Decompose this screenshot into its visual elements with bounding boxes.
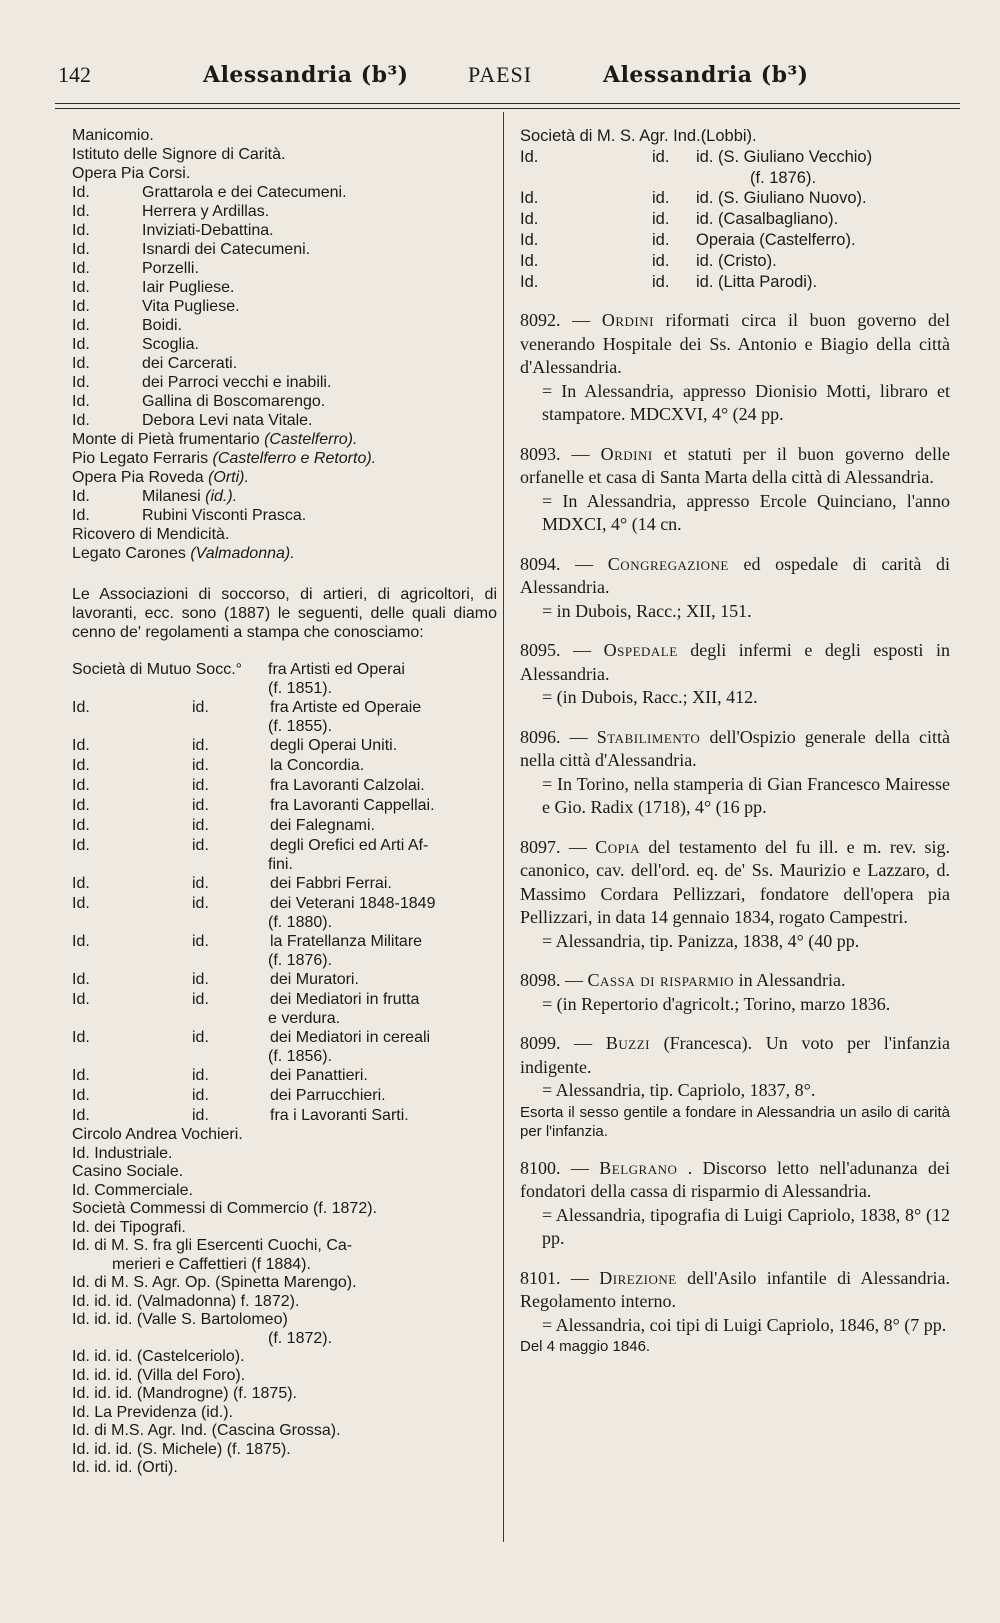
entry-imprint: = in Dubois, Racc.; XII, 151. bbox=[542, 600, 752, 621]
list-item: (f. 1872). bbox=[268, 1329, 333, 1347]
row-text: degli Operai Uniti. bbox=[270, 737, 398, 754]
table-row bbox=[72, 796, 497, 816]
table-row bbox=[72, 698, 497, 718]
society-tail-list bbox=[72, 1126, 497, 1478]
entry-imprint: = Alessandria, tip. Panizza, 1838, 4° (40 pp. bbox=[542, 930, 860, 951]
entry-text: . Discorso letto nell'adunanza dei fondatori della cassa di risparmio di Alessandria. bbox=[520, 1157, 951, 1201]
table-row bbox=[72, 506, 497, 525]
page-number: 142 bbox=[58, 62, 91, 87]
row-ditto: id. bbox=[192, 817, 209, 834]
row-prefix: Id. bbox=[72, 298, 90, 315]
table-row bbox=[72, 756, 497, 776]
row-ditto: id. bbox=[192, 777, 209, 794]
row-prefix: Id. bbox=[72, 837, 90, 854]
table-row bbox=[72, 990, 497, 1010]
row-text: Gallina di Boscomarengo. bbox=[142, 393, 326, 410]
table-row bbox=[72, 221, 497, 240]
entry-keyword: Congregazione bbox=[607, 553, 729, 574]
entry-text: riformati circa il buon governo del venerando Hospitale dei Ss. Antonio e Biagio della città d'Alessandria. bbox=[520, 310, 951, 377]
item-place: (Castelferro). bbox=[264, 431, 358, 448]
bibliography-entries bbox=[520, 309, 950, 1356]
row-prefix: Id. bbox=[72, 797, 90, 814]
bibliography-entry bbox=[520, 726, 950, 820]
row-text: Vita Pugliese. bbox=[142, 298, 240, 315]
table-row bbox=[72, 278, 497, 297]
table-row bbox=[72, 487, 497, 506]
entry-text: degli infermi e degli esposti in Alessandria. bbox=[520, 640, 950, 684]
list-item bbox=[72, 468, 497, 487]
row-prefix: Id. bbox=[72, 895, 90, 912]
entry-number: 8092. bbox=[520, 310, 561, 330]
bibliography-entry bbox=[520, 639, 950, 710]
entry-imprint: = (in Repertorio d'agricolt.; Torino, marzo 1836. bbox=[542, 993, 891, 1014]
row-ditto: id. bbox=[192, 875, 209, 892]
entry-text: del testamento del fu ill. e m. rev. sig. canonico, cav. dell'ord. eq. de' Ss. Maurizio e Lazzaro, d. Massimo Cordara Pellizzari, fondatore dell'opera pia Pellizzari, in data 14 gennaio 1834, rogato Campestri. bbox=[520, 836, 951, 927]
bibliography-entry bbox=[520, 309, 950, 427]
row-ditto: id. bbox=[192, 1087, 209, 1104]
entry-title: 8092. — Ordini riformati circa il buon governo del venerando Hospitale dei Ss. Antonio e Biagio della città d'Alessandria. bbox=[520, 310, 951, 377]
row-text: dei Mediatori in frutta bbox=[270, 991, 420, 1008]
entry-text: ed ospedale di carità di Alessandria. bbox=[520, 553, 951, 597]
list-item bbox=[72, 544, 497, 563]
item-text: Pio Legato Ferraris bbox=[72, 450, 213, 467]
entry-number: 8093. bbox=[520, 443, 561, 464]
entry-keyword: Ordini bbox=[600, 443, 653, 464]
row-text: Isnardi dei Catecumeni. bbox=[142, 241, 311, 258]
row-text: Grattarola e dei Catecumeni. bbox=[142, 184, 347, 201]
entry-number: 8099. bbox=[520, 1033, 561, 1053]
row-text: Herrera y Ardillas. bbox=[142, 203, 270, 220]
header-rule bbox=[55, 103, 960, 104]
list-item: Id. Commerciale. bbox=[72, 1181, 193, 1199]
row-prefix: Id. bbox=[72, 222, 90, 239]
header-center-title: PAESI bbox=[468, 62, 533, 87]
entry-number: 8096. bbox=[520, 726, 561, 747]
table-row bbox=[520, 230, 950, 251]
list-item: Id. dei Tipografi. bbox=[72, 1218, 186, 1236]
row-ditto: id. bbox=[652, 252, 670, 270]
table-row bbox=[72, 970, 497, 990]
table-row bbox=[72, 660, 497, 680]
table-row bbox=[72, 1086, 497, 1106]
table-row bbox=[520, 188, 950, 209]
row-prefix: Id. bbox=[520, 252, 539, 270]
row-ditto: id. bbox=[652, 189, 670, 207]
row-text: Scoglia. bbox=[142, 336, 199, 353]
row-text: id. (S. Giuliano Nuovo). bbox=[696, 189, 867, 207]
associations-intro: Le Associazioni di soccorso, di artieri, di agricoltori, di lavoranti, ecc. sono (1887) le seguenti, delle quali diamo cenno de' regolamenti a stampa che conosciamo: bbox=[72, 586, 497, 641]
row-prefix: Id. bbox=[72, 317, 90, 334]
row-text: dei Mediatori in cereali bbox=[270, 1029, 431, 1046]
header-rule-thin bbox=[55, 108, 960, 109]
list-item: Id. di M. S. Agr. Op. (Spinetta Marengo). bbox=[72, 1274, 357, 1291]
row-text: dei Carcerati. bbox=[142, 355, 238, 372]
institution-list-4 bbox=[72, 525, 497, 563]
row-prefix: Id. bbox=[72, 488, 90, 505]
table-row bbox=[72, 240, 497, 259]
row-continuation: fini. bbox=[268, 856, 293, 873]
entry-imprint: = Alessandria, tipografia di Luigi Capriolo, 1838, 8° (12 pp. bbox=[542, 1204, 950, 1248]
row-text: dei Parrucchieri. bbox=[270, 1087, 386, 1104]
bibliography-entry bbox=[520, 1032, 950, 1141]
row-text: fra Artisti ed Operai bbox=[268, 661, 405, 678]
society-list-continued bbox=[520, 126, 950, 293]
row-text: Debora Levi nata Vitale. bbox=[142, 412, 313, 429]
row-prefix: Id. bbox=[72, 393, 90, 410]
item-place: (Castelferro e Retorto). bbox=[212, 450, 377, 467]
row-prefix: Id. bbox=[520, 189, 539, 207]
row-text: Porzelli. bbox=[142, 260, 199, 277]
table-row bbox=[520, 209, 950, 230]
list-item: Id. La Previdenza (id.). bbox=[72, 1403, 233, 1421]
column-divider bbox=[503, 112, 504, 1542]
row-text bbox=[142, 506, 497, 525]
row-ditto: id. bbox=[192, 1107, 209, 1124]
left-column bbox=[72, 126, 497, 1478]
row-continuation: e verdura. bbox=[268, 1010, 341, 1027]
header-left-title: Alessandria (b³) bbox=[203, 62, 409, 88]
table-row bbox=[72, 1028, 497, 1048]
row-prefix: Società di M. S. Agr. Ind. bbox=[520, 127, 701, 145]
entry-title: 8099. — Buzzi (Francesca). Un voto per l'infanzia indigente. bbox=[520, 1033, 951, 1077]
entry-title: 8094. — Congregazione ed ospedale di carità di Alessandria. bbox=[520, 553, 951, 597]
entry-keyword: Direzione bbox=[599, 1267, 677, 1288]
bibliography-entry bbox=[520, 969, 950, 1016]
row-text: dei Veterani 1848-1849 bbox=[270, 895, 436, 912]
table-row bbox=[72, 736, 497, 756]
row-prefix: Società di Mutuo Socc.° bbox=[72, 661, 243, 678]
list-item: Istituto delle Signore di Carità. bbox=[72, 146, 286, 163]
row-prefix: Id. bbox=[72, 933, 90, 950]
entry-imprint: = Alessandria, coi tipi di Luigi Capriolo, 1846, 8° (7 pp. bbox=[542, 1314, 947, 1335]
row-text: (Lobbi). bbox=[700, 127, 757, 145]
item-text: Legato Carones bbox=[72, 545, 191, 562]
entry-title: 8100. — Belgrano . Discorso letto nell'adunanza dei fondatori della cassa di risparmio di Alessandria. bbox=[520, 1157, 951, 1201]
item-place: (Orti). bbox=[208, 469, 249, 486]
row-text: la Concordia. bbox=[270, 757, 365, 774]
row-prefix: Id. bbox=[72, 1107, 90, 1124]
row-continuation: (f. 1855). bbox=[268, 718, 333, 735]
table-row bbox=[72, 335, 497, 354]
row-prefix: Id. bbox=[72, 737, 90, 754]
row-ditto: id. bbox=[652, 148, 670, 166]
list-item: Id. id. id. (Valmadonna) f. 1872). bbox=[72, 1292, 300, 1310]
row-prefix: Id. bbox=[72, 241, 90, 258]
row-prefix: Id. bbox=[520, 148, 539, 166]
table-row bbox=[72, 259, 497, 278]
row-prefix: Id. bbox=[72, 203, 90, 220]
table-row bbox=[520, 126, 950, 147]
row-text: Iair Pugliese. bbox=[142, 279, 235, 296]
row-ditto: id. bbox=[192, 797, 209, 814]
row-ditto: id. bbox=[192, 757, 209, 774]
entry-text: dell'Ospizio generale della città nella città d'Alessandria. bbox=[520, 726, 951, 770]
item-text: Milanesi bbox=[142, 488, 206, 505]
page-header bbox=[58, 58, 960, 98]
row-text: id. (Casalbagliano). bbox=[696, 210, 839, 228]
row-prefix: Id. bbox=[72, 971, 90, 988]
entry-number: 8095. bbox=[520, 640, 561, 660]
table-row bbox=[72, 297, 497, 316]
list-item: Id. id. id. (Villa del Foro). bbox=[72, 1366, 246, 1384]
entry-text: dell'Asilo infantile di Alessandria. Regolamento interno. bbox=[520, 1267, 951, 1311]
entry-text: et statuti per il buon governo delle orfanelle et casa di Santa Marta della città di Alessandria. bbox=[520, 443, 951, 487]
list-item: Manicomio. bbox=[72, 127, 154, 144]
row-ditto: id. bbox=[192, 1029, 209, 1046]
institution-list-3 bbox=[72, 487, 497, 525]
row-text: Boidi. bbox=[142, 317, 183, 334]
table-row bbox=[72, 316, 497, 335]
row-continuation: (f. 1856). bbox=[268, 1048, 333, 1065]
row-text: fra Artiste ed Operaie bbox=[270, 699, 422, 716]
row-continuation: (f. 1880). bbox=[268, 914, 333, 931]
row-ditto: id. bbox=[192, 699, 209, 716]
entry-imprint: = In Alessandria, appresso Dionisio Motti, libraro et stampatore. MDCXVI, 4° (24 pp. bbox=[542, 380, 950, 424]
item-text: Rubini Visconti Prasca. bbox=[142, 507, 307, 524]
row-text: id. (S. Giuliano Vecchio) bbox=[696, 148, 873, 166]
row-prefix: Id. bbox=[72, 260, 90, 277]
row-prefix: Id. bbox=[72, 279, 90, 296]
row-continuation: (f. 1876). bbox=[268, 952, 333, 969]
table-row bbox=[72, 932, 497, 952]
row-prefix: Id. bbox=[72, 699, 90, 716]
row-text: id. (Litta Parodi). bbox=[696, 273, 818, 291]
table-row bbox=[520, 272, 950, 293]
entry-imprint: = In Alessandria, appresso Ercole Quinciano, l'anno MDXCI, 4° (14 cn. bbox=[542, 490, 950, 534]
list-item: Id. id. id. (Mandrogne) (f. 1875). bbox=[72, 1385, 297, 1402]
entry-imprint: = Alessandria, tip. Capriolo, 1837, 8°. bbox=[542, 1080, 816, 1100]
table-row bbox=[72, 354, 497, 373]
item-place: (Valmadonna). bbox=[190, 545, 295, 562]
entry-title: 8101. — Direzione dell'Asilo infantile di Alessandria. Regolamento interno. bbox=[520, 1267, 951, 1311]
row-continuation: (f. 1851). bbox=[268, 680, 333, 697]
entry-title: 8097. — Copia del testamento del fu ill. e m. rev. sig. canonico, cav. dell'ord. eq. de' Ss. Maurizio e Lazzaro, d. Massimo Cordara Pellizzari, fondatore dell'opera pia Pellizzari, in data 14 gennaio 1834, rogato Campestri. bbox=[520, 836, 951, 927]
entry-number: 8098. bbox=[520, 970, 561, 990]
row-text: dei Panattieri. bbox=[270, 1067, 368, 1084]
table-row bbox=[520, 251, 950, 272]
row-ditto: id. bbox=[192, 895, 209, 912]
row-prefix: Id. bbox=[520, 210, 539, 228]
row-prefix: Id. bbox=[72, 1087, 90, 1104]
row-prefix: Id. bbox=[72, 355, 90, 372]
list-item: Id. id. id. (Orti). bbox=[72, 1459, 178, 1476]
row-prefix: Id. bbox=[72, 507, 90, 524]
list-item: Casino Sociale. bbox=[72, 1163, 184, 1180]
row-prefix: Id. bbox=[72, 757, 90, 774]
row-ditto: id. bbox=[192, 991, 209, 1008]
table-row bbox=[72, 1106, 497, 1126]
list-item: Società Commessi di Commercio (f. 1872). bbox=[72, 1200, 377, 1217]
header-right-title: Alessandria (b³) bbox=[603, 62, 809, 88]
row-text: Inviziati-Debattina. bbox=[142, 222, 274, 239]
table-row bbox=[72, 776, 497, 796]
row-prefix: Id. bbox=[72, 1029, 90, 1046]
table-row bbox=[72, 836, 497, 856]
table-row bbox=[72, 894, 497, 914]
institution-list-2 bbox=[72, 430, 497, 487]
list-item: Id. id. id. (S. Michele) (f. 1875). bbox=[72, 1440, 291, 1458]
row-continuation: (f. 1876). bbox=[750, 169, 817, 187]
row-text: dei Muratori. bbox=[270, 971, 359, 988]
entry-keyword: Belgrano bbox=[599, 1157, 678, 1178]
row-text: dei Fabbri Ferrai. bbox=[270, 875, 392, 892]
table-row bbox=[72, 874, 497, 894]
row-ditto: id. bbox=[652, 273, 670, 291]
row-text: id. (Cristo). bbox=[696, 252, 777, 270]
row-ditto: id. bbox=[192, 837, 209, 854]
bibliography-entry bbox=[520, 443, 950, 537]
list-item: Id. id. id. (Valle S. Bartolomeo) bbox=[72, 1311, 288, 1328]
entry-number: 8101. bbox=[520, 1267, 561, 1288]
entry-title: 8098. — Cassa di risparmio in Alessandria. bbox=[520, 970, 846, 990]
entry-keyword: Ospedale bbox=[603, 640, 678, 660]
table-row bbox=[72, 202, 497, 221]
institution-list bbox=[72, 183, 497, 430]
entry-number: 8094. bbox=[520, 553, 561, 574]
entry-text: in Alessandria. bbox=[738, 970, 846, 990]
entry-keyword: Stabilimento bbox=[596, 726, 701, 747]
list-item: Id. di M. S. fra gli Esercenti Cuochi, Ca- bbox=[72, 1237, 353, 1254]
entry-number: 8097. bbox=[520, 836, 561, 857]
item-place: (id.). bbox=[205, 488, 238, 505]
row-prefix: Id. bbox=[72, 412, 90, 429]
list-item bbox=[72, 525, 497, 544]
bibliography-entry bbox=[520, 1267, 950, 1357]
list-item: Opera Pia Corsi. bbox=[72, 165, 191, 182]
row-prefix: Id. bbox=[72, 817, 90, 834]
row-ditto: id. bbox=[192, 933, 209, 950]
entry-number: 8100. bbox=[520, 1157, 561, 1178]
table-row bbox=[72, 183, 497, 202]
row-ditto: id. bbox=[652, 231, 670, 249]
list-item bbox=[72, 449, 497, 468]
row-prefix: Id. bbox=[72, 777, 90, 794]
bibliography-entry bbox=[520, 553, 950, 624]
row-ditto: id. bbox=[652, 210, 670, 228]
entry-title: 8093. — Ordini et statuti per il buon governo delle orfanelle et casa di Santa Marta della città di Alessandria. bbox=[520, 443, 951, 487]
entry-text: (Francesca). Un voto per l'infanzia indigente. bbox=[520, 1033, 951, 1077]
entry-title: 8095. — Ospedale degli infermi e degli esposti in Alessandria. bbox=[520, 640, 950, 684]
row-prefix: Id. bbox=[72, 374, 90, 391]
row-prefix: Id. bbox=[520, 273, 539, 291]
list-item: Id. id. id. (Castelceriolo). bbox=[72, 1348, 245, 1365]
list-item: Id. Industriale. bbox=[72, 1144, 173, 1162]
row-prefix: Id. bbox=[72, 991, 90, 1008]
row-prefix: Id. bbox=[72, 336, 90, 353]
row-text: fra Lavoranti Calzolai. bbox=[270, 777, 425, 794]
list-item: merieri e Caffettieri (f 1884). bbox=[112, 1255, 311, 1273]
row-text bbox=[142, 487, 497, 506]
row-ditto: id. bbox=[192, 971, 209, 988]
list-item: Id. di M.S. Agr. Ind. (Cascina Grossa). bbox=[72, 1422, 341, 1439]
row-ditto: id. bbox=[192, 737, 209, 754]
entry-note: Esorta il sesso gentile a fondare in Alessandria un asilo di carità per l'infanzia. bbox=[520, 1103, 950, 1140]
table-row bbox=[520, 147, 950, 168]
row-prefix: Id. bbox=[72, 875, 90, 892]
society-list bbox=[72, 660, 497, 1126]
bibliography-entry bbox=[520, 836, 950, 954]
row-prefix: Id. bbox=[72, 1067, 90, 1084]
bibliography-entry bbox=[520, 1157, 950, 1251]
entry-keyword: Ordini bbox=[601, 310, 654, 330]
row-text: dei Falegnami. bbox=[270, 817, 375, 834]
row-text: fra i Lavoranti Sarti. bbox=[270, 1107, 409, 1124]
row-prefix: Id. bbox=[520, 231, 539, 249]
entry-keyword: Copia bbox=[595, 836, 641, 857]
row-text: dei Parroci vecchi e inabili. bbox=[142, 374, 332, 391]
table-row bbox=[72, 411, 497, 430]
table-row bbox=[72, 816, 497, 836]
item-text: Ricovero di Mendicità. bbox=[72, 526, 230, 543]
row-text: degli Orefici ed Arti Af- bbox=[270, 837, 429, 854]
row-ditto: id. bbox=[192, 1067, 209, 1084]
table-row bbox=[72, 373, 497, 392]
entry-imprint: = (in Dubois, Racc.; XII, 412. bbox=[542, 687, 758, 707]
table-row bbox=[72, 392, 497, 411]
row-text: Operaia (Castelferro). bbox=[696, 231, 856, 249]
entry-keyword: Buzzi bbox=[605, 1033, 650, 1053]
row-text: fra Lavoranti Cappellai. bbox=[270, 797, 435, 814]
list-item bbox=[72, 430, 497, 449]
row-text: la Fratellanza Militare bbox=[270, 933, 423, 950]
table-row bbox=[72, 1066, 497, 1086]
item-text: Opera Pia Roveda bbox=[72, 469, 209, 486]
item-text: Monte di Pietà frumentario bbox=[72, 431, 265, 448]
list-item: Circolo Andrea Vochieri. bbox=[72, 1126, 243, 1143]
entry-title: 8096. — Stabilimento dell'Ospizio generale della città nella città d'Alessandria. bbox=[520, 726, 951, 770]
entry-imprint: = In Torino, nella stamperia di Gian Francesco Mairesse e Gio. Radix (1718), 4° (16 pp. bbox=[542, 773, 950, 817]
entry-note: Del 4 maggio 1846. bbox=[520, 1338, 651, 1355]
row-prefix: Id. bbox=[72, 184, 90, 201]
entry-keyword: Cassa di risparmio bbox=[587, 970, 735, 990]
right-column bbox=[520, 126, 950, 1356]
